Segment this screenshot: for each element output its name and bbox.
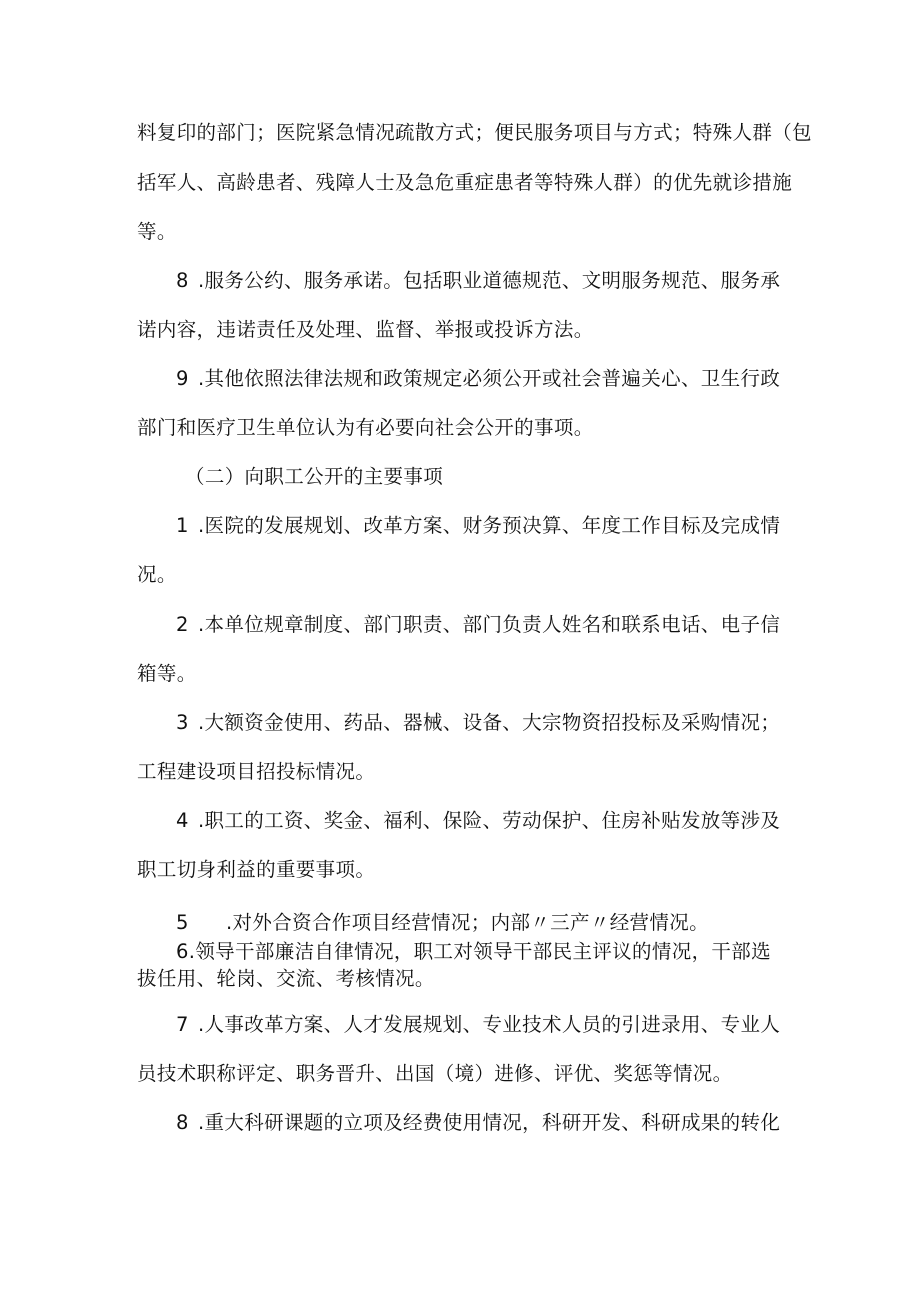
item-text: .服务公约、服务承诺。包括职业道德规范、文明服务规范、服务承	[198, 269, 781, 292]
paragraph-line: 括军人、高龄患者、残障人士及急危重症患者等特殊人群）的优先就诊措施	[137, 171, 793, 194]
paragraph-line: 员技术职称评定、职务晋升、出国（境）进修、评优、奖惩等情况。	[137, 1062, 733, 1085]
item-text: .医院的发展规划、改革方案、财务预决算、年度工作目标及完成情	[198, 514, 781, 537]
item-number: 6.	[176, 940, 196, 963]
paragraph-line: 部门和医疗卫生单位认为有必要向社会公开的事项。	[137, 416, 594, 439]
list-item-8	[176, 268, 836, 294]
paragraph-line: 拔任用、轮岗、交流、考核情况。	[137, 967, 435, 990]
item-number: 4	[176, 809, 189, 832]
item-text: .职工的工资、奖金、福利、保险、劳动保护、住房补贴发放等涉及	[198, 809, 781, 832]
item-number: 8	[176, 269, 189, 292]
item-text: .本单位规章制度、部门职责、部门负责人姓名和联系电话、电子信	[198, 613, 781, 636]
item-number: 7	[176, 1013, 189, 1036]
item-number: 9	[176, 367, 189, 390]
paragraph-line: 箱等。	[137, 662, 197, 685]
list-item-3	[176, 710, 836, 736]
item-text: .大额资金使用、药品、器械、设备、大宗物资招投标及采购情况；	[198, 711, 781, 734]
item-number: 5	[176, 911, 189, 934]
item-number: 8	[176, 1111, 189, 1134]
item-number: 1	[176, 514, 189, 537]
item-text: .人事改革方案、人才发展规划、专业技术人员的引进录用、专业人	[198, 1013, 781, 1036]
paragraph-line: 职工切身利益的重要事项。	[137, 858, 376, 881]
section-heading: （二）向职工公开的主要事项	[185, 465, 444, 488]
paragraph-line: 等。	[137, 220, 177, 243]
list-item-4	[176, 808, 836, 834]
item-number: 3	[176, 711, 189, 734]
list-item-7	[176, 1012, 836, 1038]
list-item-5	[176, 910, 836, 936]
list-item-2	[176, 612, 836, 638]
paragraph-line: 诺内容，违诺责任及处理、监督、举报或投诉方法。	[137, 318, 594, 341]
paragraph-line: 料复印的部门；医院紧急情况疏散方式；便民服务项目与方式；特殊人群（包	[137, 121, 812, 144]
item-text: .对外合资合作项目经营情况；内部〃三产〃经营情况。	[226, 911, 709, 934]
list-item-9	[176, 366, 836, 392]
paragraph-line: 况。	[137, 563, 177, 586]
list-item-8b	[176, 1110, 836, 1136]
item-text: 领导干部廉洁自律情况，职工对领导干部民主评议的情况，干部选	[195, 940, 771, 963]
item-text: .其他依照法律法规和政策规定必须公开或社会普遍关心、卫生行政	[198, 367, 781, 390]
item-text: .重大科研课题的立项及经费使用情况，科研开发、科研成果的转化	[198, 1111, 781, 1134]
list-item-6	[176, 939, 836, 965]
paragraph-line: 工程建设项目招投标情况。	[137, 760, 376, 783]
item-number: 2	[176, 613, 189, 636]
list-item-1	[176, 513, 836, 539]
